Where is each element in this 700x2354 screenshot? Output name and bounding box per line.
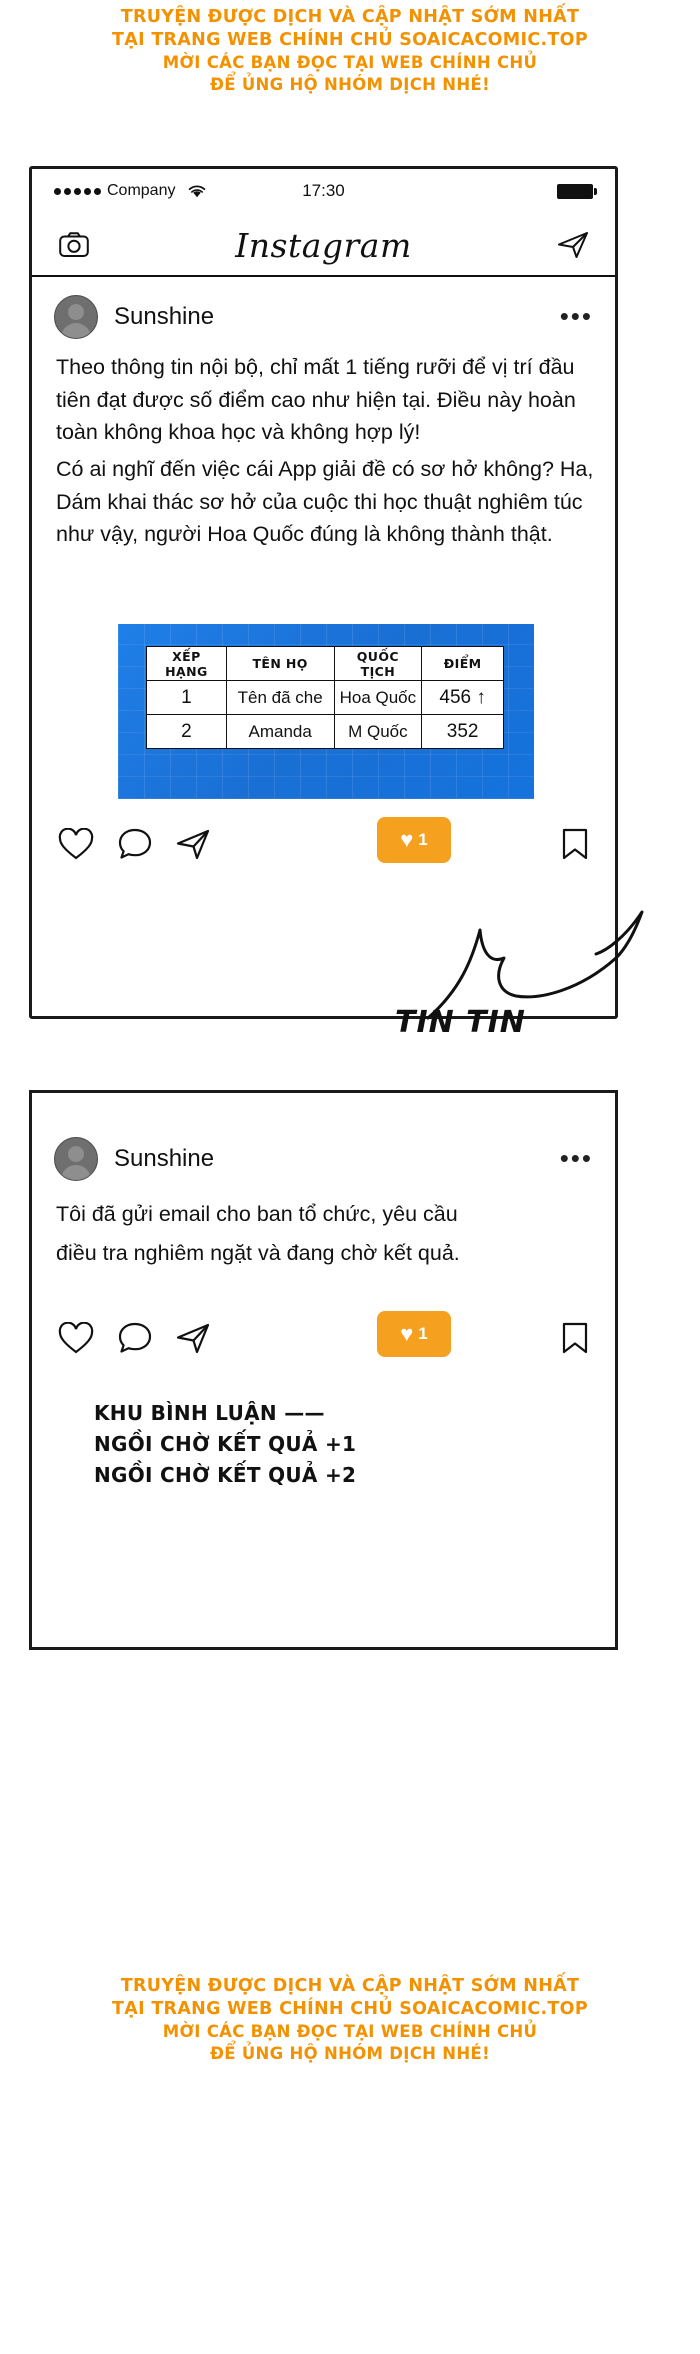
more-options-icon[interactable]: ••• <box>559 1143 593 1174</box>
avatar[interactable] <box>54 1137 98 1181</box>
cell-score-1: 456 ↑ <box>422 681 504 715</box>
cell-nationality-1: Hoa Quốc <box>334 681 422 715</box>
bookmark-icon[interactable] <box>561 1322 589 1355</box>
heart-filled-icon: ♥ <box>400 1321 414 1346</box>
send-icon[interactable] <box>553 225 593 265</box>
app-title: Instagram <box>235 225 412 265</box>
like-count: 1 <box>418 830 428 849</box>
camera-icon[interactable] <box>54 225 94 265</box>
heart-filled-icon: ♥ <box>400 827 414 852</box>
clock-label: 17:30 <box>302 181 345 200</box>
send-icon[interactable] <box>176 829 210 860</box>
like-count: 1 <box>418 1324 428 1343</box>
send-icon[interactable] <box>176 1323 210 1354</box>
status-bar-right <box>557 184 593 199</box>
promo-top-line-2: TẠI TRANG WEB CHÍNH CHỦ SOAICACOMIC.TOP <box>112 30 588 51</box>
heart-icon[interactable] <box>58 828 94 861</box>
post-action-bar <box>32 814 615 874</box>
table-header-nationality: QUỐC TỊCH <box>334 647 422 681</box>
post-paragraph-1: Tôi đã gửi email cho ban tổ chức, yêu cầu <box>56 1202 458 1226</box>
post-username[interactable]: Sunshine <box>114 1145 215 1172</box>
promo-bottom-line-3: MỜI CÁC BẠN ĐỌC TẠI WEB CHÍNH CHỦ <box>162 2022 538 2042</box>
comment-line-1: NGỒI CHỜ KẾT QUẢ +1 <box>94 1432 357 1456</box>
action-bar-left <box>58 1322 210 1355</box>
comments-header: KHU BÌNH LUẬN —— <box>94 1401 325 1425</box>
signal-dots-icon <box>54 188 101 195</box>
promo-top-line-4: ĐỂ ỦNG HỘ NHÓM DỊCH NHÉ! <box>210 74 490 94</box>
signature-tin-tin: TIN TIN <box>395 1005 526 1040</box>
wifi-icon <box>187 184 207 199</box>
app-header <box>32 215 615 277</box>
heart-icon[interactable] <box>58 1322 94 1355</box>
status-bar-left <box>54 182 207 200</box>
avatar[interactable] <box>54 295 98 339</box>
comments-section <box>94 1398 356 1491</box>
battery-full-icon <box>557 184 593 199</box>
ranking-table <box>146 646 504 749</box>
table-header-rank: XẾP HẠNG <box>147 647 227 681</box>
cell-rank-2: 2 <box>147 715 227 749</box>
cell-name-1: Tên đã che <box>226 681 334 715</box>
status-bar <box>32 169 615 213</box>
like-count-badge[interactable] <box>377 817 451 863</box>
bookmark-icon[interactable] <box>561 828 589 861</box>
promo-top-line-1: TRUYỆN ĐƯỢC DỊCH VÀ CẬP NHẬT SỚM NHẤT <box>120 7 580 27</box>
post-user-row[interactable] <box>32 1131 615 1187</box>
post-paragraph-2: Có ai nghĩ đến việc cái App giải đề có sơ hở không? Ha, Dám khai thác sơ hở của cuộc thi học thuật nghiêm túc như vậy, người Hoa Quốc đúng là không thành thật. <box>56 457 594 547</box>
instagram-post-card-1 <box>29 166 618 1019</box>
table-header-score: ĐIỂM <box>422 647 504 681</box>
instagram-post-card-2 <box>29 1090 618 1650</box>
table-row <box>147 715 504 749</box>
cell-name-2: Amanda <box>226 715 334 749</box>
post-paragraph-2: điều tra nghiêm ngặt và đang chờ kết quả. <box>56 1240 460 1265</box>
table-header-name: TÊN HỌ <box>226 647 334 681</box>
action-bar-left <box>58 828 210 861</box>
cell-rank-1: 1 <box>147 681 227 715</box>
promo-bottom-line-2: TẠI TRANG WEB CHÍNH CHỦ SOAICACOMIC.TOP <box>112 1999 588 2020</box>
post-action-bar <box>32 1308 615 1368</box>
table-row <box>147 681 504 715</box>
post-user-row[interactable] <box>32 289 615 345</box>
like-count-badge[interactable] <box>377 1311 451 1357</box>
post-paragraph-1: Theo thông tin nội bộ, chỉ mất 1 tiếng rưỡi để vị trí đầu tiên đạt được số điểm cao như hiện tại. Điều này hoàn toàn không khoa học và không hợp lý! <box>56 355 576 445</box>
comment-icon[interactable] <box>118 828 152 861</box>
comment-icon[interactable] <box>118 1322 152 1355</box>
comment-line-2: NGỒI CHỜ KẾT QUẢ +2 <box>94 1463 357 1487</box>
post-body-text <box>56 1198 596 1275</box>
post-image-ranking <box>118 624 534 799</box>
promo-top-line-3: MỜI CÁC BẠN ĐỌC TẠI WEB CHÍNH CHỦ <box>162 53 538 73</box>
promo-banner-bottom <box>0 1975 700 2065</box>
post-username[interactable]: Sunshine <box>114 303 215 330</box>
promo-bottom-line-1: TRUYỆN ĐƯỢC DỊCH VÀ CẬP NHẬT SỚM NHẤT <box>120 1976 580 1996</box>
promo-banner-top <box>0 6 700 96</box>
cell-score-2: 352 <box>422 715 504 749</box>
decorative-squiggle <box>420 900 670 1020</box>
table-header-row <box>147 647 504 681</box>
promo-bottom-line-4: ĐỂ ỦNG HỘ NHÓM DỊCH NHÉ! <box>210 2043 490 2063</box>
post-body-text <box>56 351 596 555</box>
more-options-icon[interactable]: ••• <box>559 301 593 332</box>
cell-nationality-2: M Quốc <box>334 715 422 749</box>
carrier-label: Company <box>107 182 176 199</box>
